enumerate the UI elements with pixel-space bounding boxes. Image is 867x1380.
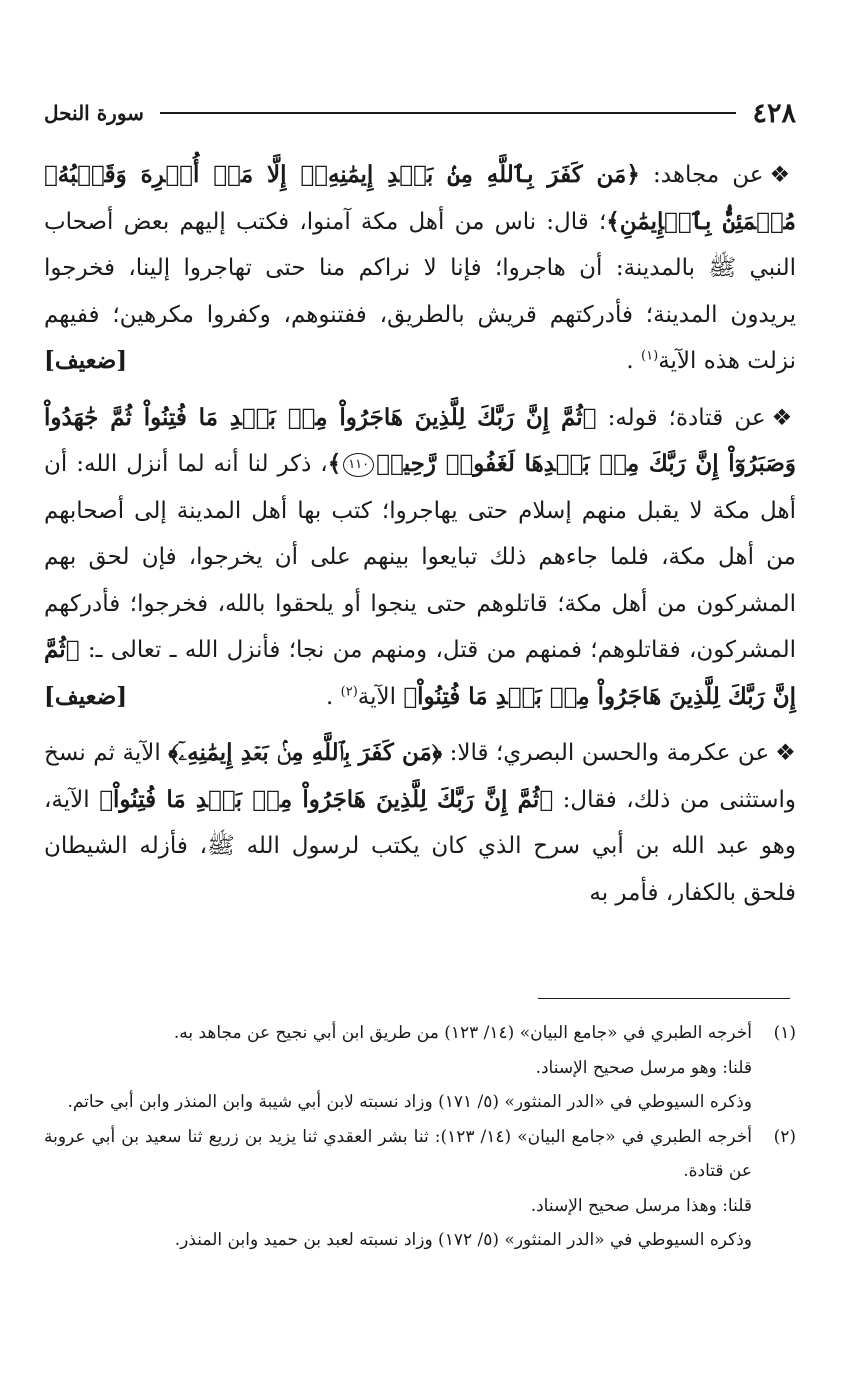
quran-verse-close: ﴾ [327, 450, 342, 477]
page-number: ٤٢٨ [752, 97, 796, 129]
text-segment: . [326, 683, 341, 710]
hadith-paragraph [44, 395, 796, 721]
verse-number-badge: ١١٠ [343, 453, 374, 477]
paragraph-marker-icon: ❖ [771, 404, 796, 431]
footnote [44, 1120, 796, 1258]
text-segment: . [626, 348, 642, 374]
text-segment: عن عكرمة والحسن البصري؛ قالا: [442, 740, 770, 766]
paragraph-marker-icon: ❖ [775, 740, 796, 766]
page-header [44, 96, 796, 130]
header-divider [160, 112, 737, 114]
quran-verse: ﴿ثُمَّ إِنَّ رَبَّكَ لِلَّذِينَ هَاجَرُواْ مِنۢ بَعۡدِ مَا فُتِنُواْ﴾ [99, 785, 554, 813]
hadith-paragraph [44, 152, 796, 385]
quran-verse: ﴿ثُمَّ إِنَّ رَبَّكَ لِلَّذِينَ هَاجَرُواْ مِنۢ بَعۡدِ مَا فُتِنُواْ ثُمَّ جَٰهَدُواْ وَصَبَرُوٓاْ إِنَّ رَبَّكَ مِنۢ بَعۡدِهَا لَغَفُورٞ رَّحِيمٞ [44, 403, 796, 477]
footnotes [44, 1016, 796, 1258]
text-segment: الآية، وهو عبد الله بن أبي سرح الذي كان يكتب لرسول الله ﷺ، فأزله الشيطان فلحق بالكفار، فأمر به [44, 786, 796, 906]
text-segment: عن مجاهد: [639, 162, 764, 188]
footnote-line: أخرجه الطبري في «جامع البيان» (١٤/ ١٢٣): ثنا بشر العقدي ثنا يزيد بن زريع ثنا سعيد بن أبي عروبة عن قتادة. [44, 1126, 752, 1181]
text-segment: ، ذكر لنا أنه لما أنزل الله: أن أهل مكة لا يقبل منهم إسلام حتى يهاجروا؛ كتب بها أهل المدينة إلى أصحابهم من أهل مكة، فلما جاءهم ذلك تبايعوا بينهم على أن يخرجوا، فإن لحق بهم المشركون من أهل مكة؛ قاتلوهم حتى ينجوا أو يلحقوا بالله، فخرجوا؛ فأدركهم المشركون، فقاتلوهم؛ فمنهم من قتل، ومنهم من نجا؛ فأنزل الله ـ تعالى ـ: [44, 451, 796, 663]
footnote-divider [538, 998, 790, 999]
paragraph-marker-icon: ❖ [769, 162, 796, 188]
text-segment: الآية ثم نسخ واستثنى من ذلك، فقال: [44, 740, 796, 813]
grade-label: [ضعيف] [44, 682, 128, 710]
footnote-line: قلنا: وهو مرسل صحيح الإسناد. [535, 1057, 752, 1078]
text-segment: الآية [357, 683, 404, 710]
surah-title: سورة النحل [44, 101, 144, 125]
footnote-line: وذكره السيوطي في «الدر المنثور» (٥/ ١٧٢) وزاد نسبته لعبد بن حميد وابن المنذر. [174, 1230, 752, 1250]
quran-verse: ﴿مَن كَفَرَ بِٱللَّهِ مِنۢ بَعۡدِ إِيمَٰنِهِۦٓ إِلَّا مَنۡ أُكۡرِهَ وَقَلۡبُهُۥ مُطۡمَئِنُّۢ بِٱلۡإِيمَٰنِ﴾ [44, 161, 796, 235]
footnote-line: وذكره السيوطي في «الدر المنثور» (٥/ ١٧١) وزاد نسبته لابن أبي شيبة وابن المنذر وابن أبي حاتم. [67, 1092, 752, 1112]
footnote-number: (٢) [773, 1126, 796, 1147]
text-segment: عن قتادة؛ قوله: [596, 404, 766, 431]
footnote-reference[interactable]: (١) [641, 348, 659, 364]
footnote [44, 1016, 796, 1120]
footnote-line: أخرجه الطبري في «جامع البيان» (١٤/ ١٢٣) من طريق ابن أبي نجيح عن مجاهد به. [173, 1023, 752, 1043]
main-text [44, 152, 796, 916]
footnote-number: (١) [773, 1023, 796, 1043]
text-segment: ؛ قال: ناس من أهل مكة آمنوا، فكتب إليهم بعض أصحاب النبي ﷺ بالمدينة: أن هاجروا؛ فإنا لا نراكم منا حتى تهاجروا إلينا، فخرجوا يريدون المدينة؛ فأدركتهم قريش بالطريق، ففتنوهم، وكفروا مكرهين؛ ففيهم نزلت هذه الآية [44, 208, 796, 374]
quran-verse: ﴿مَن كَفَرَ بِٱللَّهِ مِنۢ بَعۡدِ إِيمَٰنِهِۦٓ﴾ [168, 739, 443, 766]
footnote-line: قلنا: وهذا مرسل صحيح الإسناد. [530, 1195, 752, 1216]
grade-label: [ضعيف] [44, 347, 128, 374]
page-content [44, 96, 796, 926]
quran-verse: ﴿ثُمَّ إِنَّ رَبَّكَ لِلَّذِينَ هَاجَرُواْ مِنۢ بَعۡدِ مَا فُتِنُواْ﴾ [44, 636, 796, 710]
footnote-reference[interactable]: (٢) [340, 683, 358, 699]
hadith-paragraph [44, 730, 796, 916]
